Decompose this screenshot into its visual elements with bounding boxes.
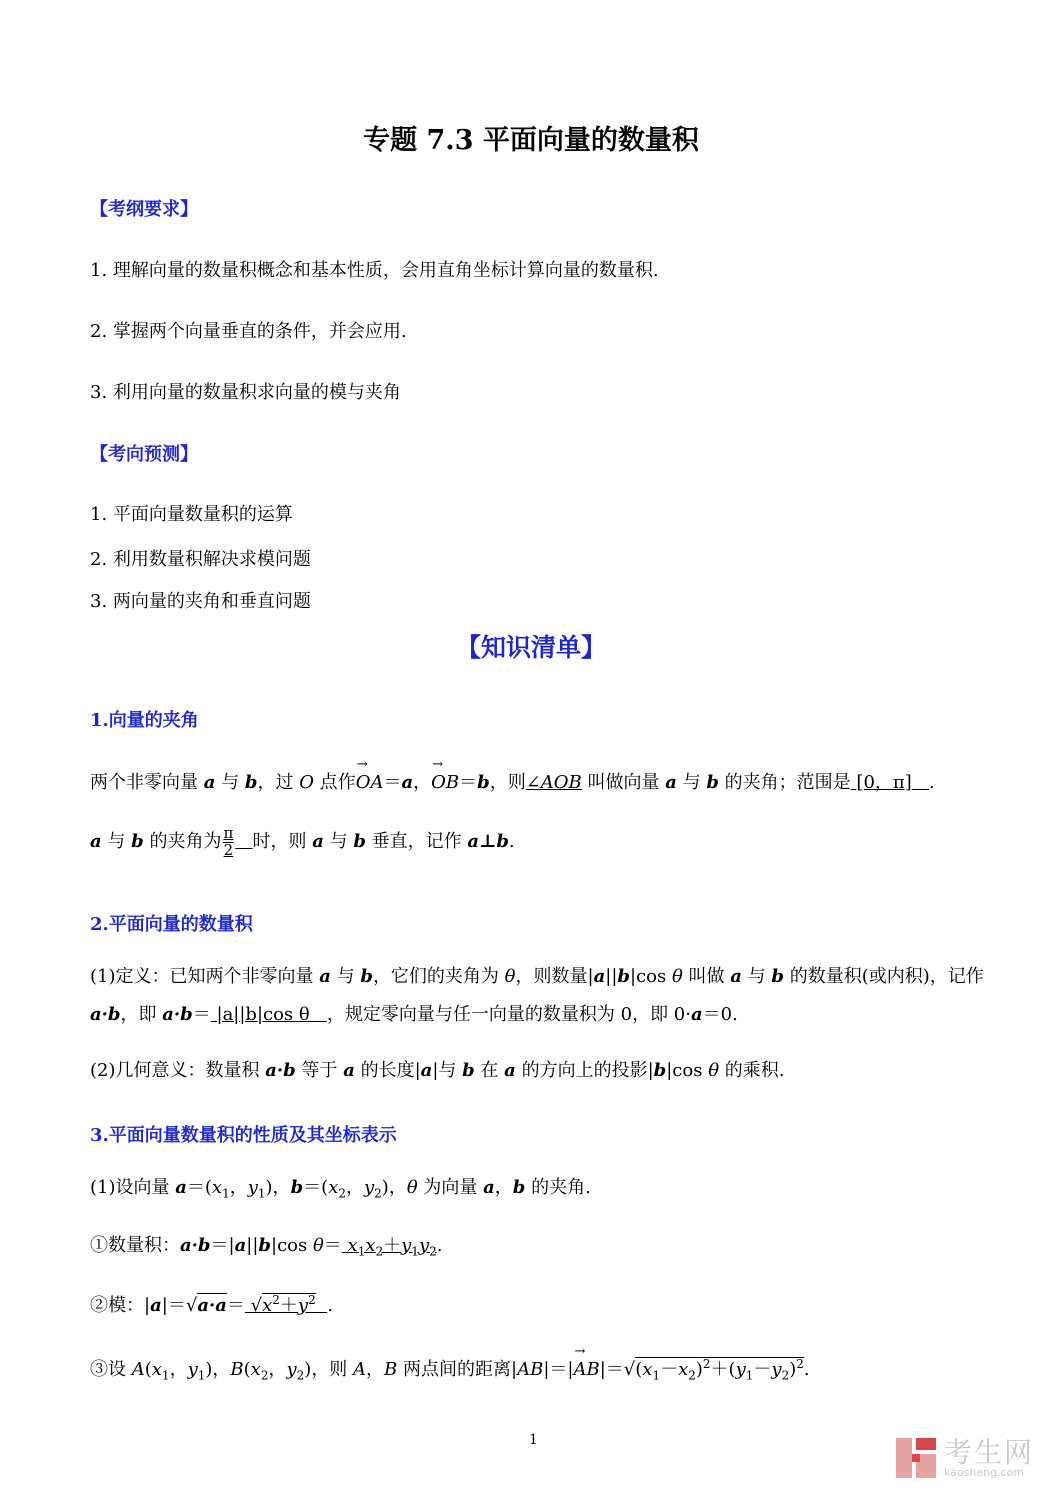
k2-heading: 2.平面向量的数量积 <box>90 914 253 935</box>
fraction-pi-over-2: $\frac{\pi}{2}$ <box>223 824 234 859</box>
k1-heading: 1.向量的夹角 <box>90 710 199 731</box>
requirement-item-3: 3. 利用向量的数量积求向量的模与夹角 <box>90 382 401 403</box>
logo-domain-text: kaosheng.com <box>943 1465 1025 1479</box>
sqrt-sign-icon: √ <box>623 1359 636 1380</box>
requirement-item-1: 1. 理解向量的数量积概念和基本性质，会用直角坐标计算向量的数量积. <box>90 260 659 281</box>
prediction-item-1: 1. 平面向量数量积的运算 <box>90 504 293 525</box>
exam-requirements-label: 【考纲要求】 <box>90 199 198 220</box>
k1-line-2: a 与 b 的夹角为 $\frac{\pi}{2}$ 时，则 a 与 b 垂直，记作 a⊥b. <box>90 824 515 859</box>
k3-heading: 3.平面向量数量积的性质及其坐标表示 <box>90 1125 397 1146</box>
logo-chinese-text: 考生网 <box>943 1435 1034 1469</box>
vector-ab: → AB <box>573 1359 599 1380</box>
angle-aob: ∠AOB <box>525 772 582 793</box>
sqrt-sign-icon: √ <box>250 1295 263 1316</box>
page-number: 1 <box>529 1432 538 1448</box>
k2-geometric-meaning: (2)几何意义：数量积 a·b 等于 a 的长度|a|与 b 在 a 的方向上的投影|b|cos θ 的乘积. <box>90 1060 785 1081</box>
k1-line-1: 两个非零向量 a 与 b，过 O 点作→ OA＝a，→ OB＝b，则∠AOB 叫做向量 a 与 b 的夹角；范围是 [0，π] . <box>90 768 935 794</box>
vector-ob: → OB <box>431 772 459 793</box>
k2-definition-line-1: (1)定义：已知两个非零向量 a 与 b，它们的夹角为 θ，则数量|a||b|cos θ 叫做 a 与 b 的数量积(或内积)，记作 <box>90 966 984 987</box>
k3-distance-line: ③设 $A(x_1$，$y_1$)，$B(x_2$，$y_2$)，则 A，B 两点间的距离$|AB|=|\to AB|=√(x_1-x_2)^2+(y_1-y_2)^2$. <box>90 1355 810 1383</box>
exam-prediction-label: 【考向预测】 <box>90 444 198 465</box>
logo-mark-icon <box>894 1436 938 1480</box>
prediction-item-3: 3. 两向量的夹角和垂直问题 <box>90 591 311 612</box>
page-title: 专题 7.3 平面向量的数量积 <box>363 125 699 156</box>
k3-line-1: (1)设向量 $a=(x_1$，$y_1$)，$b=(x_2$，$y_2$)，θ 为向量 a，b 的夹角. <box>90 1177 591 1201</box>
coordinate-dot-product: $x_1x_2+y_1y_2$ <box>347 1235 437 1259</box>
k2-definition-line-2: a·b，即 a·b＝ |a||b|cos θ ，规定零向量与任一向量的数量积为 0，即 0·a＝0. <box>90 1004 738 1025</box>
requirement-item-2: 2. 掌握两个向量垂直的条件，并会应用. <box>90 321 407 342</box>
angle-range: [0，π] <box>856 772 912 793</box>
prediction-item-2: 2. 利用数量积解决求模问题 <box>90 549 311 570</box>
sqrt-sign-icon: √ <box>185 1295 198 1316</box>
vector-oa: → OA <box>356 772 384 793</box>
k3-modulus-line: ②模：$|a|=√a\cdot a= √x^2+y^2$ . <box>90 1293 333 1316</box>
modulus-answer: $√x^2+y^2$ <box>250 1293 316 1316</box>
knowledge-heading: 【知识清单】 <box>455 633 606 662</box>
k3-dot-product-line: ①数量积：a·b＝|a||b|cos $\theta= x_1x_2+y_1y_2$. <box>90 1235 443 1259</box>
dot-product-answer: |a||b|cos θ <box>216 1004 310 1025</box>
kaosheng-logo <box>894 1436 1034 1480</box>
